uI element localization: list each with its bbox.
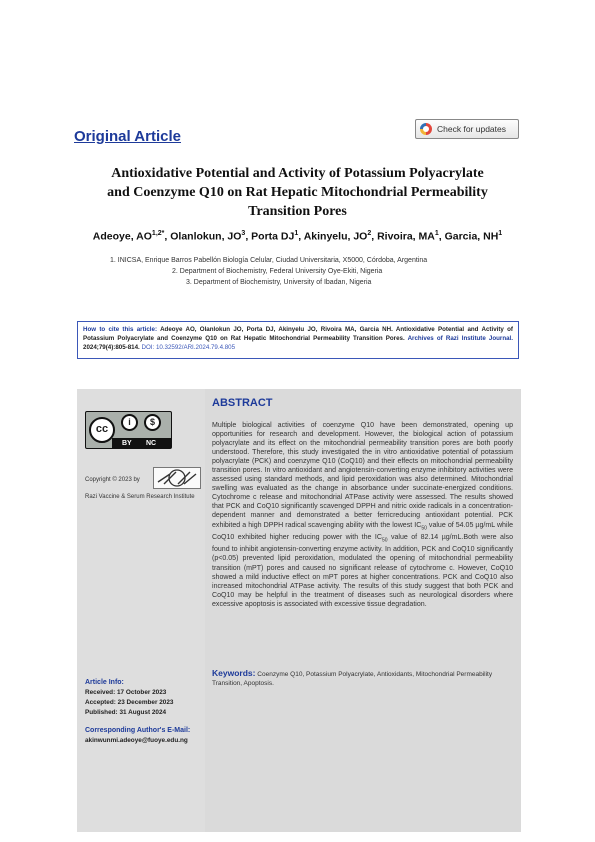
received-date: Received: 17 October 2023 (85, 689, 167, 696)
razi-logo-mark (154, 468, 200, 488)
citation-journal: Archives of Razi Institute Journal. (407, 334, 513, 342)
copyright-text: Copyright © 2023 by (85, 477, 140, 483)
abstract-heading: ABSTRACT (212, 397, 273, 409)
citation-volume: 2024;79(4):805-814. (83, 343, 140, 351)
citation-doi-link[interactable]: DOI: 10.32592/ARI.2024.79.4.805 (141, 343, 236, 351)
person-icon: i (121, 414, 138, 431)
article-info-sidebar (77, 389, 205, 832)
author-name: Olanlokun, JO (170, 230, 242, 243)
abstract-panel (77, 389, 521, 832)
author-name: Rivoira, MA (377, 230, 435, 243)
check-for-updates-button[interactable] (415, 119, 519, 139)
cc-nc-label: NC (146, 440, 157, 447)
cc-by-label: BY (122, 440, 132, 447)
check-for-updates-label: Check for updates (437, 124, 506, 134)
publisher-name: Razi Vaccine & Serum Research Institute (85, 494, 195, 500)
cc-icon: cc (89, 417, 115, 443)
citation-box (77, 321, 519, 359)
keywords-label: Keywords: (212, 668, 256, 678)
author-affiliation-mark: 1 (498, 230, 503, 237)
no-dollar-icon: $ (144, 414, 161, 431)
article-info-heading: Article Info: (85, 679, 124, 686)
title-line: Transition Pores (248, 204, 347, 219)
corresponding-author-email[interactable]: akinwunmi.adeoye@fuoye.edu.ng (85, 737, 188, 744)
cc-terms-band (112, 438, 171, 448)
abstract-text (212, 421, 513, 609)
title-line: and Coenzyme Q10 on Rat Hepatic Mitochondrial Permeability (107, 185, 488, 200)
abstract-text-part: value of 82.14 µg/mL.Both were also found to inhibit angiotensin-converting enzyme activity. In addition, PCK and CoQ10 significantly (p<0.05) prevented lipid peroxidation, modulated the opening of mitochondrial permeability transition (mPT) pores and caused no significant release of cytochrome c. However, CoQ10 showed a mild inductive effect on mPT pores at higher concentrations. PCK and CoQ10 also increased mitochondrial ATPase activity. The results of this study suggest that both PCK and CoQ10 may be helpful in the treatment of diseases such as neurological disorders where excessive apoptosis is associated with excessive tissue degradation. (212, 533, 513, 608)
affiliation-3: 3. Department of Biochemistry, University of Ibadan, Nigeria (186, 279, 372, 286)
author-affiliation-mark: 3 (241, 230, 246, 237)
author-name: Adeoye, AO (92, 230, 152, 243)
section-label[interactable]: Original Article (74, 128, 181, 145)
author-name: Porta DJ (251, 230, 295, 243)
author-affiliation-mark: 1 (434, 230, 439, 237)
corresponding-author-heading: Corresponding Author's E-Mail: (85, 727, 191, 734)
author-name: Garcia, NH (444, 230, 499, 243)
citation-text: Adeoye AO, Olanlokun JO, Porta DJ, Akinyelu JO, Rivoira MA, Garcia NH. Antioxidative Potential and Activity of Potassium Polyacrylate and Coenzyme Q10 on Rat Hepatic Mitochondrial Permeability Transition Pores. (83, 326, 513, 342)
cc-license-logo[interactable] (85, 411, 172, 449)
author-affiliation-mark: 2 (367, 230, 372, 237)
author-affiliation-mark: 1,2* (151, 230, 165, 237)
accepted-date: Accepted: 23 December 2023 (85, 699, 174, 706)
abstract-text-part: Multiple biological activities of coenzyme Q10 have been demonstrated, opening up opportunities for research and development. However, the biological action of potassium polyacrylate and its effect on the mitochondrial permeability transition pores are both poorly understood. Therefore, this study investigated the in vitro antioxidative potential of potassium polyacrylate (PCK) and coenzyme Q10 (CoQ10) and their effects on mitochondrial permeability transition pores. In vitro antioxidant and angiotensin-converting enzyme inhibitory activities were assessed using standard methods, and lipid peroxidation was also determined. Mitochondrial swelling was evaluated as the change in absorbance under succinate-energized conditions. Cytochrome c release and mitochondrial ATPase activity were assessed. The results showed that PCK and CoQ10 significantly scavenged DPPH and nitric oxide radicals in a concentration-dependent manner and demonstrated a better ferricreducing antioxidant potential. PCK exhibited a high DPPH radical scavenging ability with the lowest IC (212, 422, 513, 529)
author-affiliation-mark: 1 (294, 230, 299, 237)
author-name: Akinyelu, JO (303, 230, 368, 243)
check-for-updates-icon (420, 123, 432, 135)
razi-institute-logo (153, 467, 201, 489)
article-title (60, 164, 535, 221)
author-list: Adeoye, $AO^{1,2*}$, Olanlokun, $JO^3$, Porta $DJ^1$, Akinyelu, $JO^2$, Rivoira, $MA^1$, Garcia, $NH^1$ (92, 230, 503, 243)
ic50-subscript: 50 (381, 537, 388, 544)
affiliation-2: 2. Department of Biochemistry, Federal University Oye-Ekiti, Nigeria (172, 268, 383, 275)
ic50-subscript: 50 (421, 524, 427, 531)
published-date: Published: 31 August 2024 (85, 709, 167, 716)
title-line: Antioxidative Potential and Activity of Potassium Polyacrylate (111, 166, 484, 181)
keywords-text: Coenzyme Q10, Potassium Polyacrylate, Antioxidants, Mitochondrial Permeability Transition, Apoptosis. (212, 671, 493, 687)
abstract-text-part: value of 54.05 µg/mL while CoQ10 exhibited higher reducing power with the IC (212, 521, 514, 541)
affiliation-1: 1. INICSA, Enrique Barros Pabellón Biología Celular, Ciudad Universitaria, X5000, Córdoba, Argentina (110, 257, 428, 264)
citation-label: How to cite this article: (83, 326, 158, 333)
keywords (212, 669, 513, 688)
